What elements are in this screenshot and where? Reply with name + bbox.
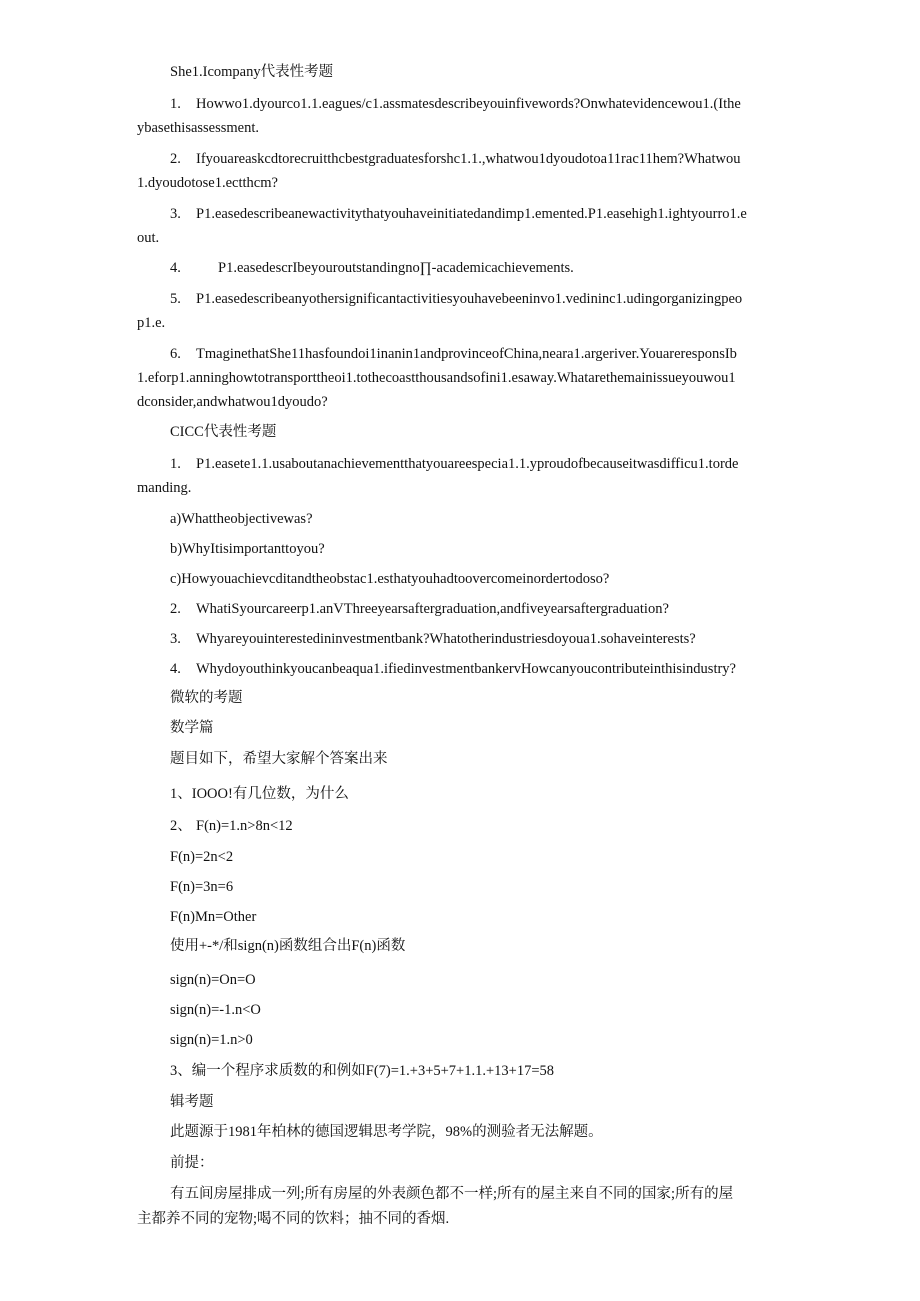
- math-question-1: 1、IOOO!有几位数，为什么: [170, 786, 349, 802]
- formula: F(n)=1.n>8n<12: [196, 818, 293, 834]
- shell-heading: She1.Icompany代表性考题: [170, 64, 334, 80]
- math-question-3: 3、编一个程序求质数的和例如F(7)=1.+3+5+7+1.1.+13+17=58: [170, 1063, 555, 1079]
- shell-question-6-cont: dconsider,andwhatwou1dyoudo?: [137, 394, 328, 410]
- question-number: 5.: [170, 291, 181, 307]
- question-number: 1.: [170, 456, 181, 472]
- question-text: Whydoyouthinkyoucanbeaqua1.ifiedinvestmentbankervHowcanyoucontributeinthisindustry?: [196, 661, 736, 677]
- cicc-question-1-sub-a: a)Whattheobjectivewas?: [170, 511, 313, 527]
- shell-question-1-cont: ybasethisassessment.: [137, 120, 260, 136]
- sign-formula: sign(n)=1.n>0: [170, 1032, 253, 1048]
- instruction-text: 使用+-*/和sign(n)函数组合出F(n)函数: [170, 938, 406, 954]
- cicc-heading: CICC代表性考题: [170, 424, 277, 440]
- question-text: P1.easedescrIbeyouroutstandingno∏-academicachievements.: [218, 260, 574, 276]
- cicc-question-1-sub-b: b)WhyItisimportanttoyou?: [170, 541, 325, 557]
- question-number: 2.: [170, 151, 181, 167]
- question-text: TmaginethatShe11hasfoundoi1inanin1andprovinceofChina,neara1.argeriver.YouareresponsIb: [196, 346, 737, 362]
- formula: F(n)=2n<2: [170, 849, 234, 865]
- microsoft-heading: 微软的考题: [170, 690, 243, 706]
- question-text: Whyareyouinterestedininvestmentbank?Whatotherindustriesdoyoua1.sohaveinterests?: [196, 631, 696, 647]
- logic-heading: 辑考题: [170, 1094, 214, 1110]
- question-number: 2、: [170, 818, 192, 834]
- formula: F(n)=3n=6: [170, 879, 234, 895]
- question-number: 3.: [170, 206, 181, 222]
- question-text: Ifyouareaskcdtorecruitthcbestgraduatesforshc1.1.,whatwou1dyoudotoa11rac11hem?Whatwou: [196, 151, 741, 167]
- shell-question-5-cont: p1.e.: [137, 315, 166, 331]
- intro-text: 题目如下，希望大家解个答案出来: [170, 751, 388, 767]
- question-text: P1.easedescribeanyothersignificantactivitiesyouhavebeeninvo1.vedininc1.udingorganizingpeo: [196, 291, 743, 307]
- shell-question-6-cont: 1.eforp1.anninghowtotransporttheoi1.tothecoastthousandsofini1.esaway.Whatarethemainissueyouwou1: [137, 370, 736, 386]
- premise-text-cont: 主都养不同的宠物;喝不同的饮料；抽不同的香烟.: [137, 1211, 450, 1227]
- question-text: Howwo1.dyourco1.1.eagues/c1.assmatesdescribeyouinfivewords?Onwhatevidencewou1.(Ithe: [196, 96, 741, 112]
- question-text: WhatiSyourcareerp1.anVThreeyearsaftergraduation,andfiveyearsaftergraduation?: [196, 601, 669, 617]
- logic-intro: 此题源于1981年柏林的德国逻辑思考学院，98%的测验者无法解题。: [170, 1124, 603, 1140]
- premise-text: 有五间房屋排成一列;所有房屋的外表颜色都不一样;所有的屋主来自不同的国家;所有的屋: [170, 1186, 734, 1202]
- cicc-question-1-cont: manding.: [137, 480, 192, 496]
- question-number: 4.: [170, 661, 181, 677]
- question-number: 4.: [170, 260, 181, 276]
- question-number: 3.: [170, 631, 181, 647]
- question-text: P1.easete1.1.usaboutanachievementthatyouareespecia1.1.yproudofbecauseitwasdifficu1.torde: [196, 456, 739, 472]
- shell-question-2-cont: 1.dyoudotose1.ectthcm?: [137, 175, 278, 191]
- question-number: 1.: [170, 96, 181, 112]
- cicc-question-1-sub-c: c)Howyouachievcditandtheobstac1.esthatyouhadtoovercomeinordertodoso?: [170, 571, 610, 587]
- math-heading: 数学篇: [170, 720, 214, 736]
- sign-formula: sign(n)=On=O: [170, 972, 256, 988]
- sign-formula: sign(n)=-1.n<O: [170, 1002, 261, 1018]
- question-text: P1.easedescribeanewactivitythatyouhaveinitiatedandimp1.emented.P1.easehigh1.ightyourro1.e: [196, 206, 747, 222]
- question-number: 2.: [170, 601, 181, 617]
- shell-question-3-cont: out.: [137, 230, 160, 246]
- premise-label: 前提：: [170, 1155, 214, 1171]
- formula: F(n)Mn=Other: [170, 909, 257, 925]
- question-number: 6.: [170, 346, 181, 362]
